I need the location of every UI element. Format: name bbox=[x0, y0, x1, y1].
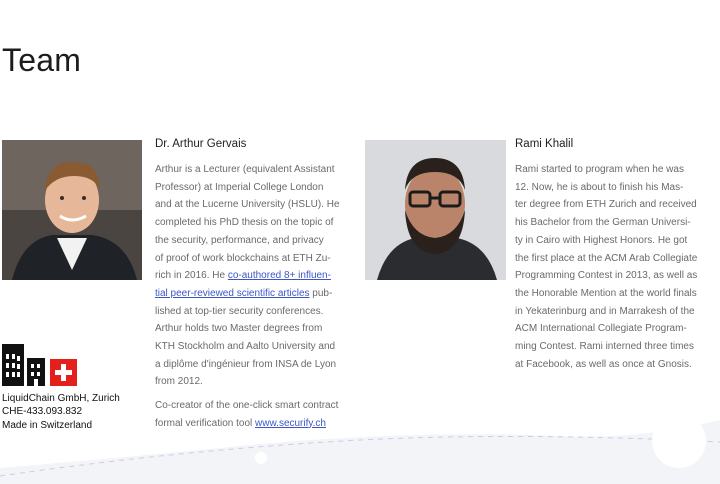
arthur-bio-line bbox=[155, 285, 352, 303]
arthur-bio-line: lished at top-tier security conferences. bbox=[155, 305, 324, 317]
arthur-bio-line: Arthur holds two Master degrees from bbox=[155, 323, 323, 335]
arthur-extra-text: formal verification tool bbox=[155, 417, 256, 429]
rami-bio bbox=[515, 161, 713, 373]
arthur-portrait-icon bbox=[2, 140, 142, 280]
rami-bio-line: his Bachelor from the German Universi- bbox=[515, 217, 691, 229]
company-id: CHE-433.093.832 bbox=[2, 406, 83, 418]
rami-portrait-icon bbox=[365, 140, 506, 280]
rami-bio-line: Programming Contest in 2013, as well as bbox=[515, 270, 698, 282]
arthur-bio-line: KTH Stockholm and Aalto University and bbox=[155, 341, 336, 353]
arthur-bio bbox=[155, 161, 352, 391]
made-in: Made in Switzerland bbox=[2, 419, 93, 431]
company-name: LiquidChain GmbH, Zurich bbox=[2, 393, 120, 404]
rami-bio-line: ACM International Collegiate Program- bbox=[515, 323, 687, 335]
articles-link[interactable]: co-authored 8+ influen- bbox=[227, 270, 331, 282]
rami-bio-line: ty in Cairo with Highest Honors. He got bbox=[515, 234, 688, 246]
arthur-bio-text: rich in 2016. He bbox=[155, 270, 228, 282]
arthur-bio-line: a diplôme d'ingénieur from INSA de Lyon bbox=[155, 358, 337, 370]
rami-bio-line: at Facebook, as well as once at Gnosis. bbox=[515, 358, 692, 370]
securify-link[interactable]: www.securify.ch bbox=[255, 417, 326, 429]
arthur-bio-line: Professor) at Imperial College London bbox=[155, 181, 324, 193]
arthur-photo bbox=[2, 140, 142, 280]
arthur-bio-line: Arthur is a Lecturer (equivalent Assistant bbox=[155, 164, 335, 175]
arthur-extra-line: Co-creator of the one-click smart contract bbox=[155, 400, 339, 411]
rami-bio-line: in Yekaterinburg and in Marrakesh of the bbox=[515, 305, 695, 317]
rami-bio-line: ming Contest. Rami interned three times bbox=[515, 341, 694, 353]
arthur-bio-line: the security, performance, and privacy bbox=[155, 234, 324, 246]
arthur-bio-line: from 2012. bbox=[155, 376, 203, 388]
arthur-bio-line: of proof of work blockchains at ETH Zu- bbox=[155, 252, 331, 264]
rami-photo bbox=[365, 140, 506, 280]
decorative-wave-icon bbox=[0, 380, 720, 484]
rami-bio-line: the Honorable Mention at the world finals bbox=[515, 287, 697, 299]
arthur-bio-line: and at the Lucerne University (HSLU). He bbox=[155, 199, 340, 211]
arthur-bio-line: completed his PhD thesis on the topic of bbox=[155, 217, 334, 229]
rami-bio-line: the first place at the ACM Arab Collegiate bbox=[515, 252, 698, 264]
arthur-bio-line bbox=[155, 267, 352, 285]
rami-name: Rami Khalil bbox=[515, 138, 574, 150]
arthur-name: Dr. Arthur Gervais bbox=[155, 138, 247, 150]
articles-link-cont[interactable]: tial peer-reviewed scientific articles bbox=[155, 287, 310, 299]
page-title: Team bbox=[2, 42, 82, 78]
rami-bio-line: 12. Now, he is about to finish his Mas- bbox=[515, 181, 684, 193]
rami-bio-line: Rami started to program when he was bbox=[515, 164, 684, 175]
arthur-bio-text: pub- bbox=[309, 287, 333, 299]
rami-bio-line: ter degree from ETH Zurich and received bbox=[515, 199, 697, 211]
